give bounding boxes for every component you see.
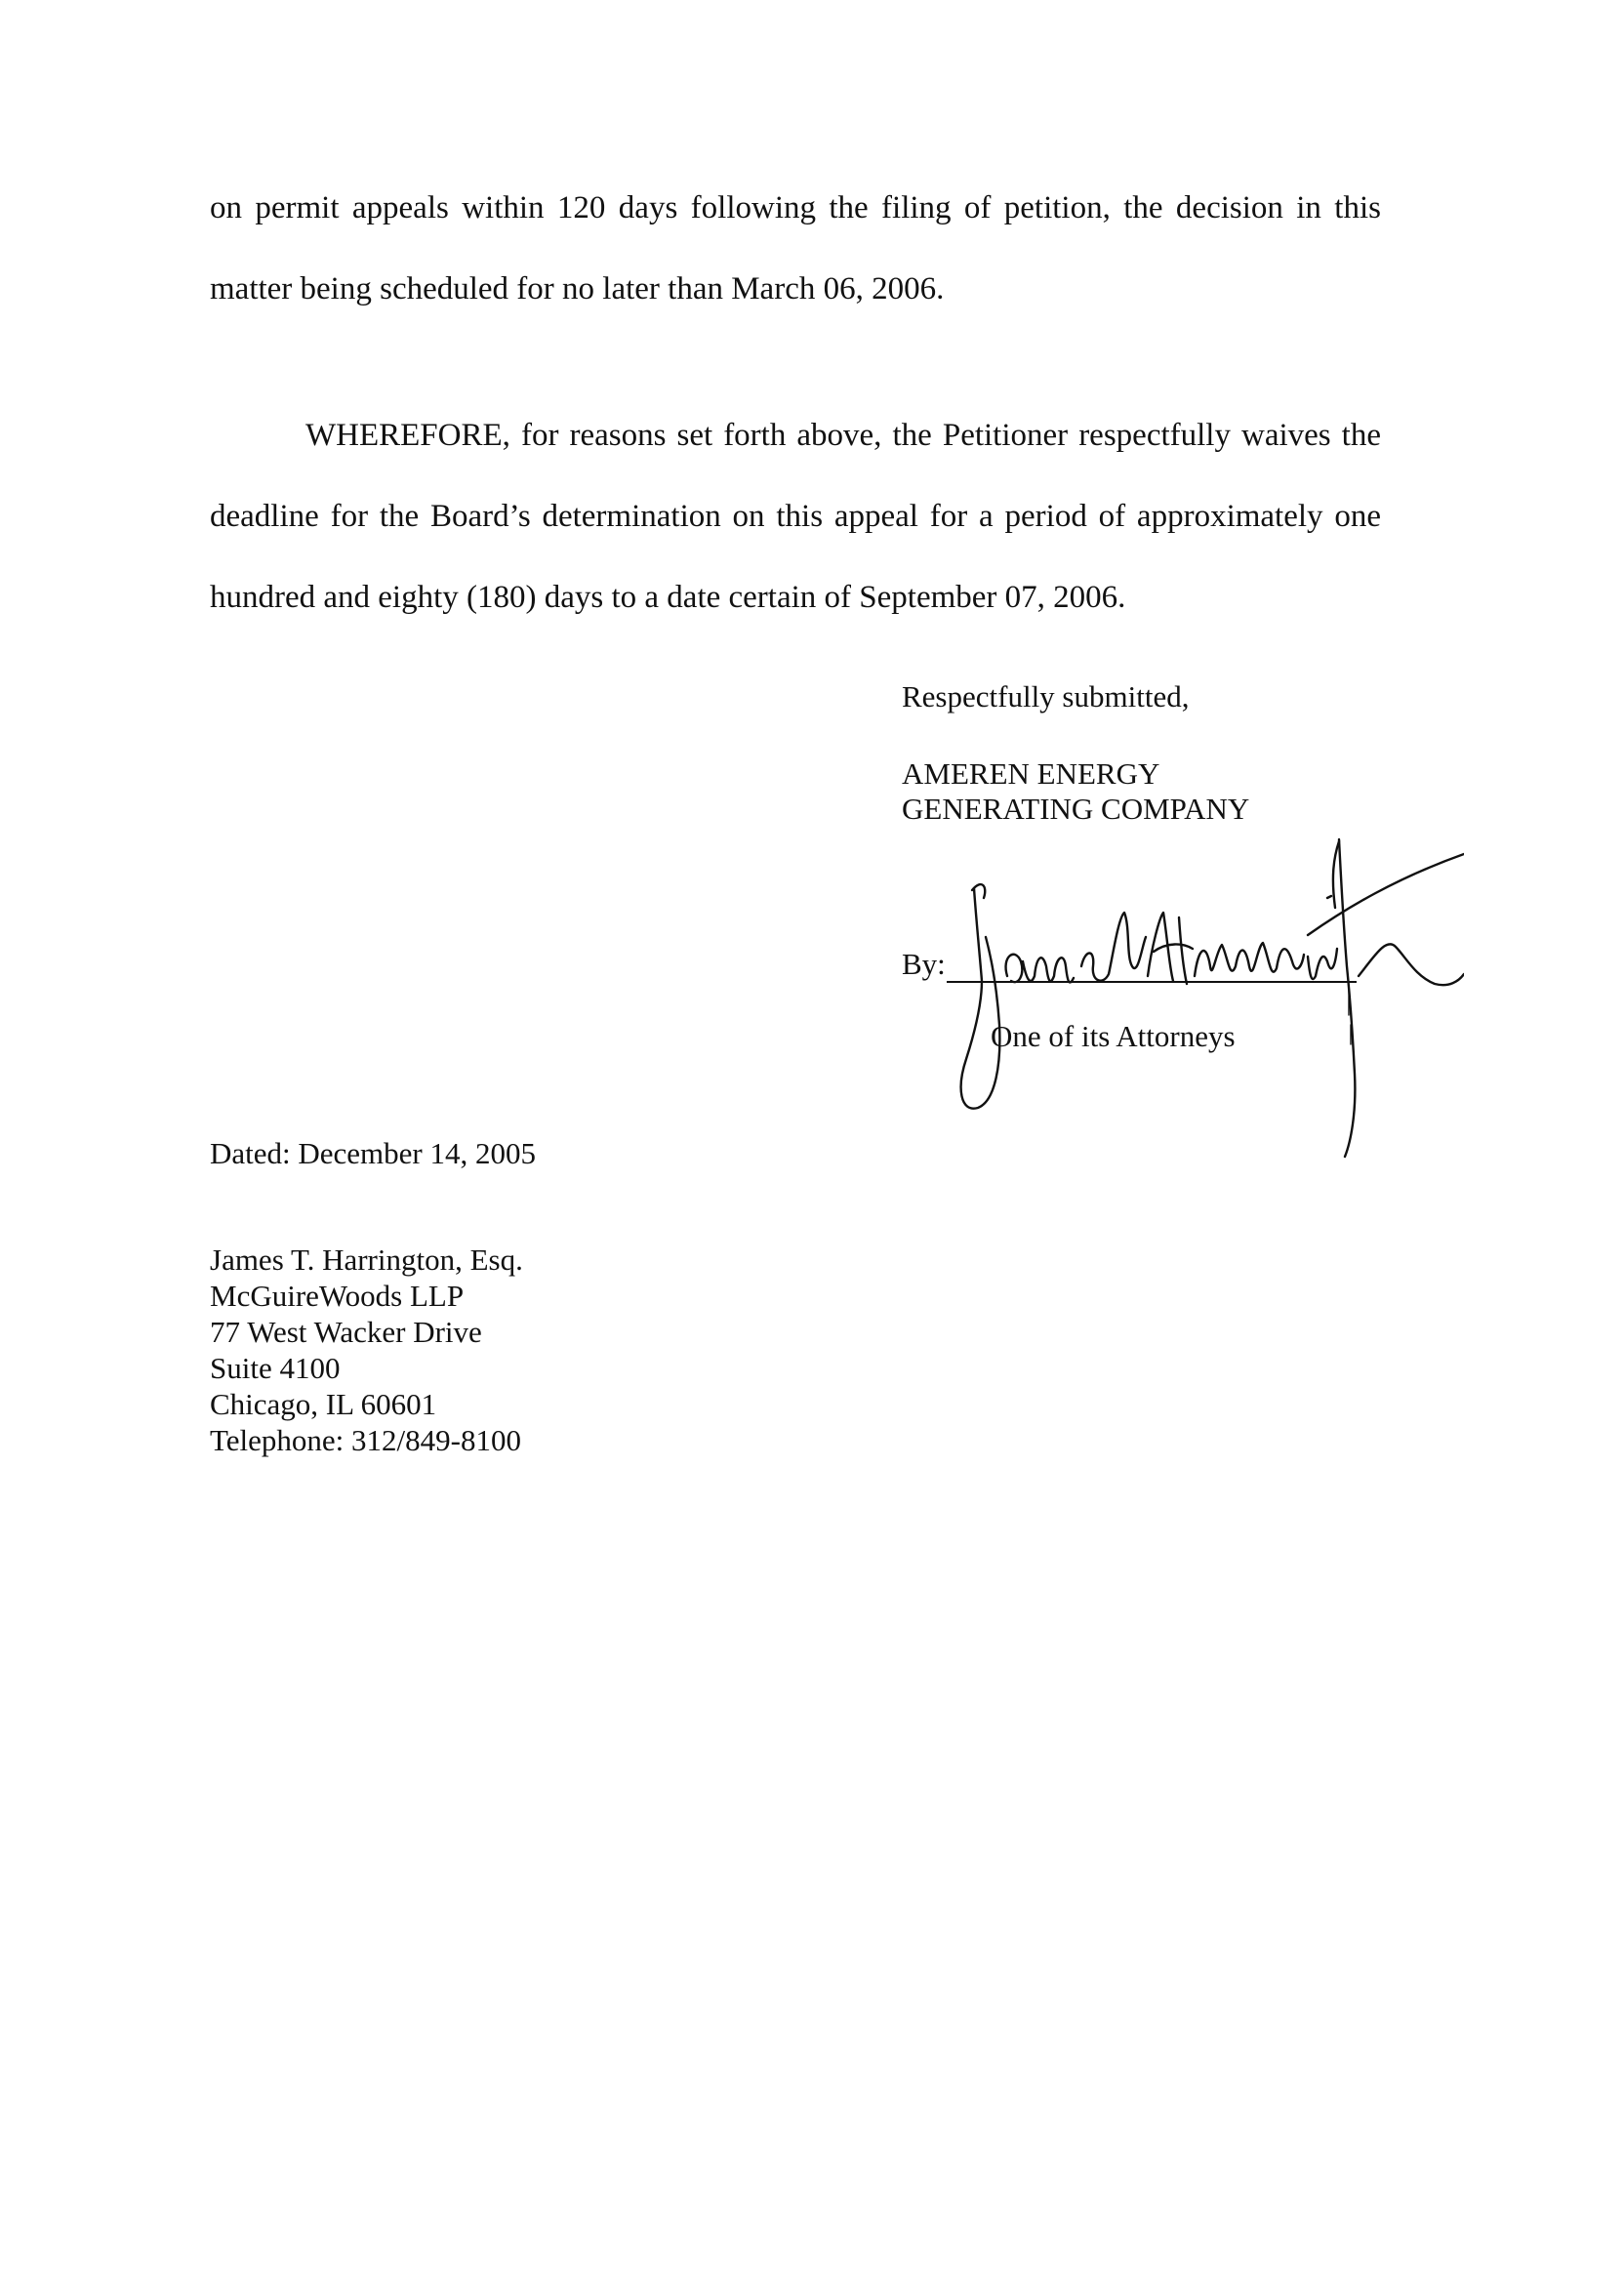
dated-line: Dated: December 14, 2005 bbox=[210, 1136, 536, 1170]
handwritten-signature bbox=[917, 820, 1464, 1171]
by-label: By: bbox=[902, 947, 946, 981]
attorney-suite: Suite 4100 bbox=[210, 1351, 341, 1385]
attorney-street: 77 West Wacker Drive bbox=[210, 1315, 482, 1349]
attorney-telephone: Telephone: 312/849-8100 bbox=[210, 1423, 521, 1457]
closing-salutation: Respectfully submitted, bbox=[902, 679, 1190, 713]
attorney-name: James T. Harrington, Esq. bbox=[210, 1243, 523, 1277]
attorney-city: Chicago, IL 60601 bbox=[210, 1387, 437, 1421]
attorney-address-block bbox=[210, 1242, 523, 1458]
signature-caption: One of its Attorneys bbox=[991, 1019, 1236, 1053]
paragraph-line: deadline for the Board’s determination on this appeal for a period of approximately one bbox=[210, 499, 1381, 534]
company-name-line2: GENERATING COMPANY bbox=[902, 792, 1250, 826]
wherefore-paragraph bbox=[210, 416, 1381, 617]
paragraph-line: matter being scheduled for no later than March 06, 2006. bbox=[210, 271, 945, 306]
paragraph-line: WHEREFORE, for reasons set forth above, the Petitioner respectfully waives the bbox=[305, 418, 1381, 453]
paragraph-continuation bbox=[210, 188, 1381, 308]
paragraph-line: on permit appeals within 120 days following the filing of petition, the decision in this bbox=[210, 190, 1381, 225]
company-name-line1: AMEREN ENERGY bbox=[902, 756, 1160, 791]
paragraph-line: hundred and eighty (180) days to a date certain of September 07, 2006. bbox=[210, 580, 1126, 615]
attorney-firm: McGuireWoods LLP bbox=[210, 1279, 465, 1313]
